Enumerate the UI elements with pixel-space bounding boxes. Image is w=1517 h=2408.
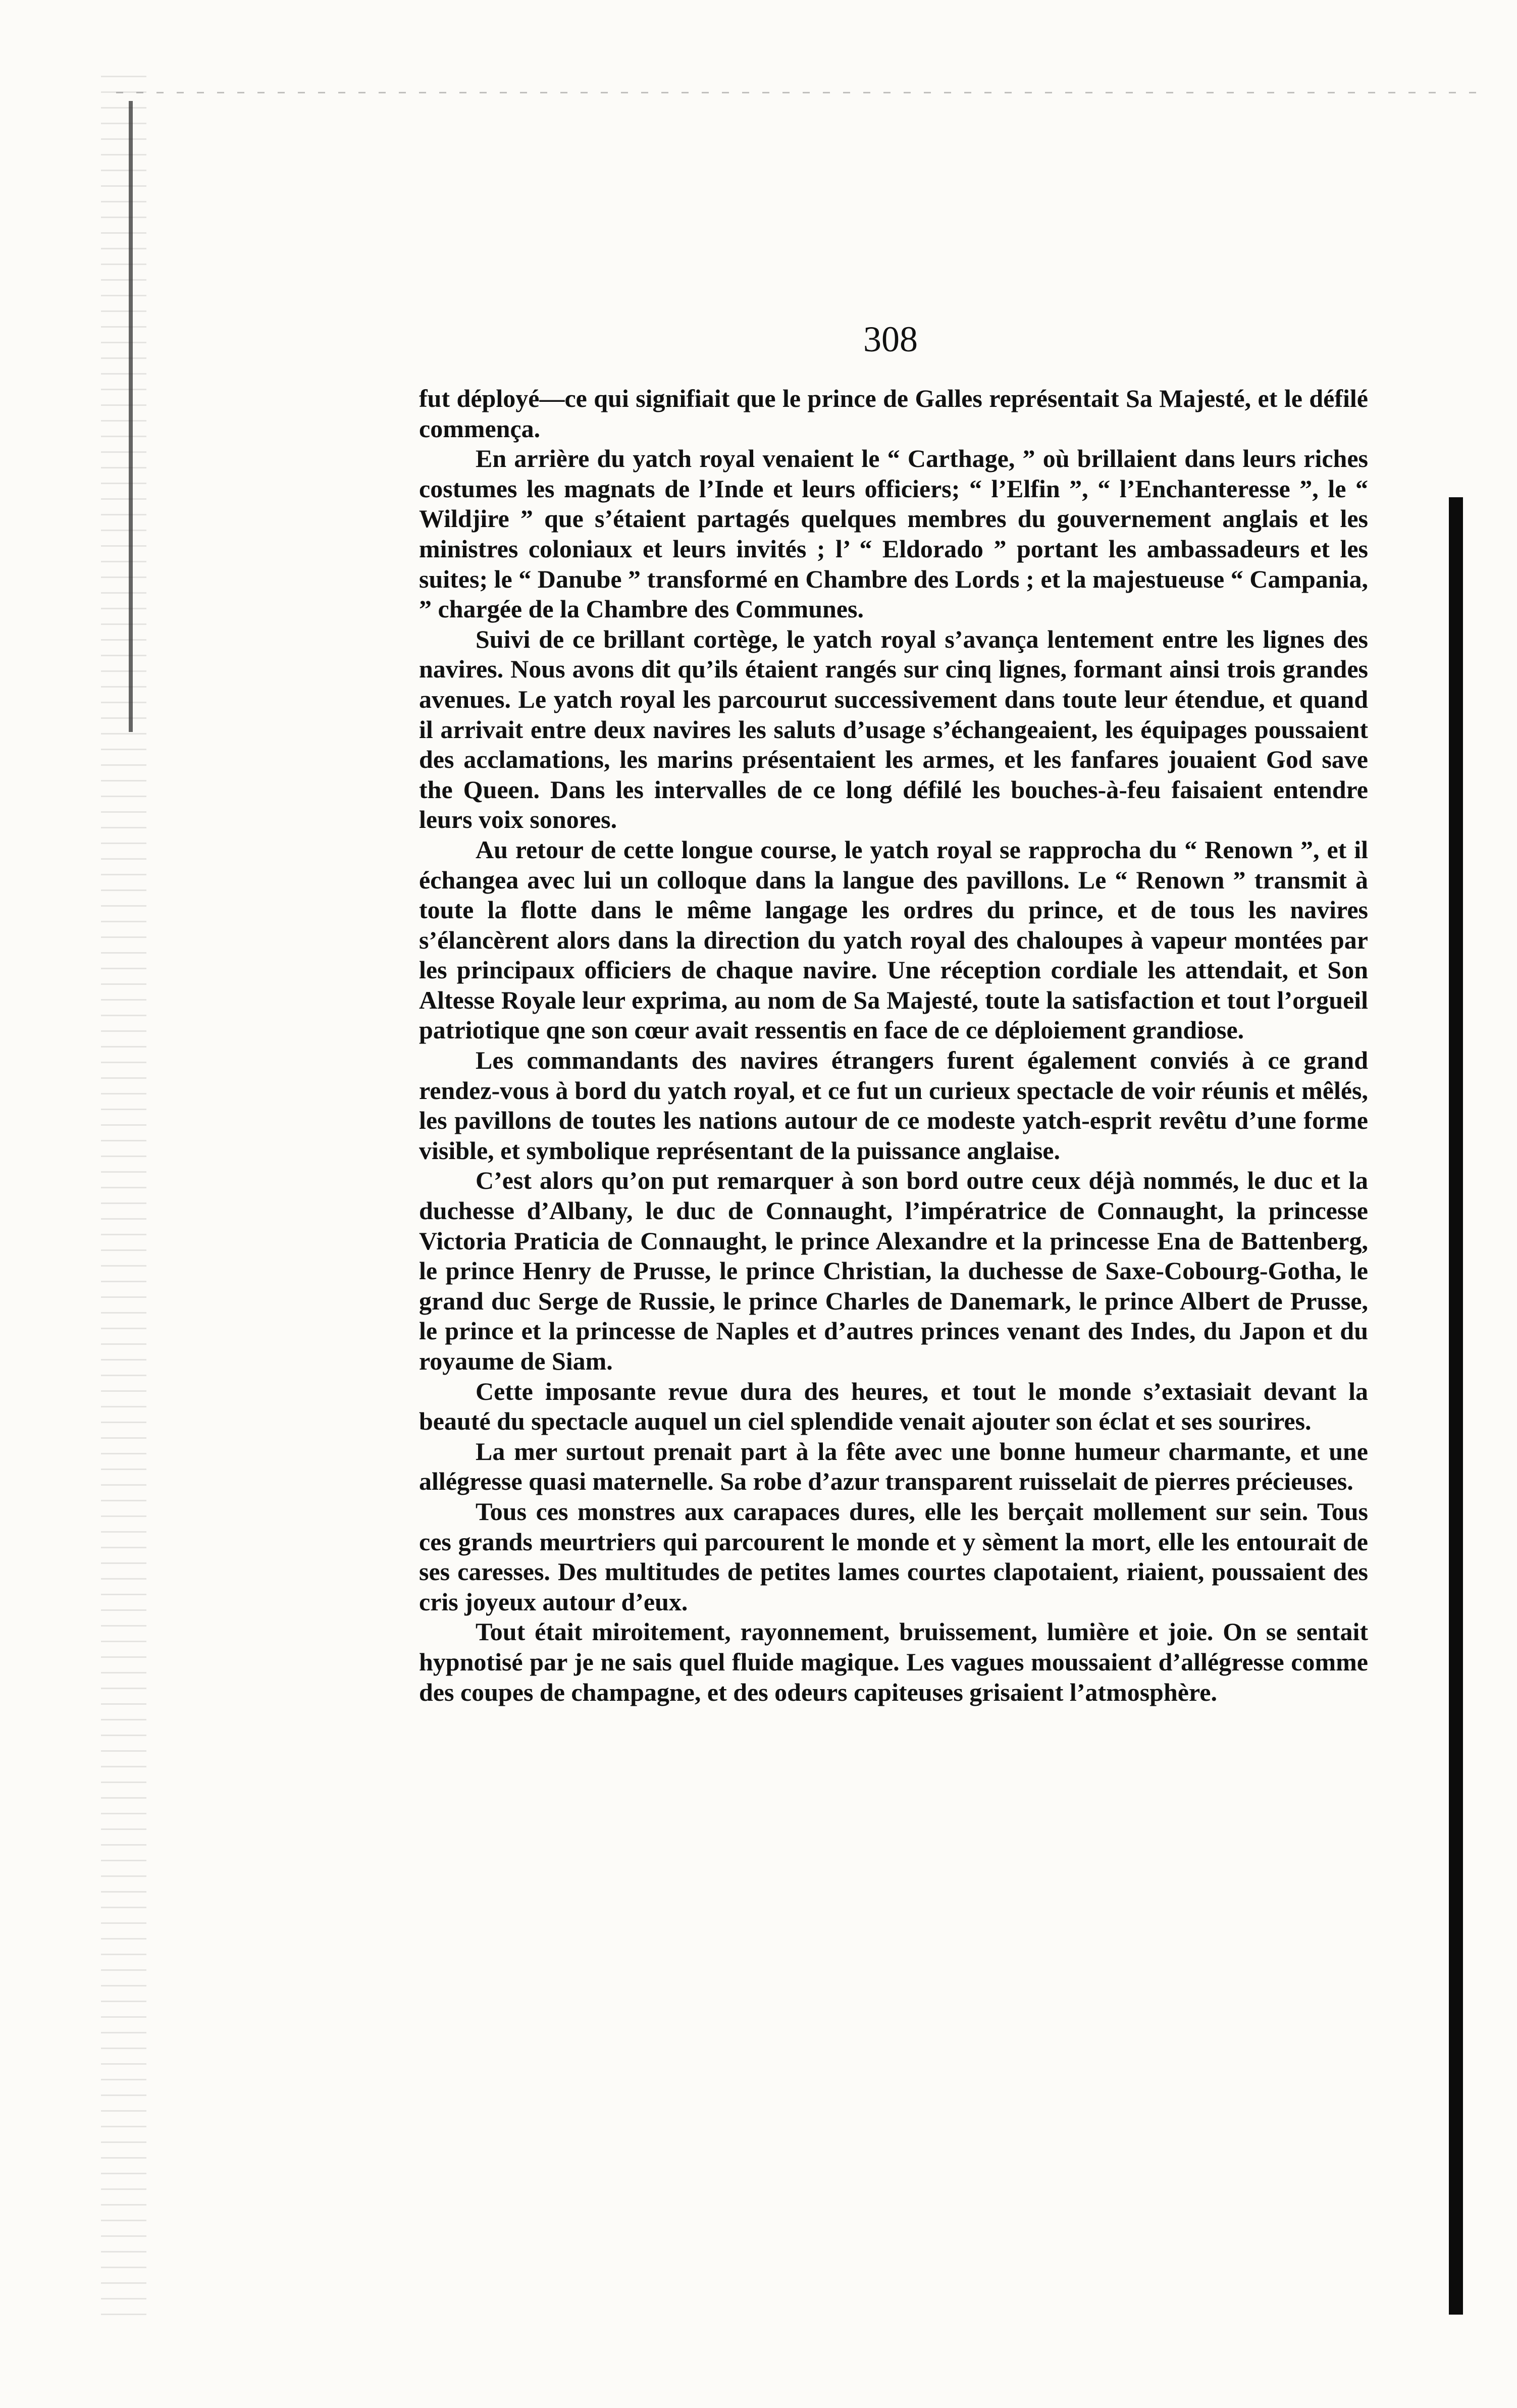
paragraph-9: Tous ces monstres aux carapaces dures, elle les berçait mollement sur sein. Tous ces grands meurtriers qui parcourent le monde et y sèment la mort, elle les entourait de ses caresses. Des multitudes de petites lames courtes clapotaient, riaient, poussaient des cris joyeux autour d’eux. xyxy=(419,1497,1368,1616)
paragraph-4: Au retour de cette longue course, le yatch royal se rapprocha du “ Renown ”, et il échangea avec lui un colloque dans la langue des pavillons. Le “ Renown ” transmit à toute la flotte dans le même langage les ordres du prince, et de tous les navires s’élancèrent alors dans la direction du yatch royal des chaloupes à vapeur montées par les principaux officiers de chaque navire. Une réception cordiale les attendait, et Son Altesse Royale leur exprima, au nom de Sa Majesté, toute la satisfaction et tout l’orgueil patriotique qne son cœur avait ressentis en face de ce déploiement grandiose. xyxy=(419,835,1368,1044)
page-number: 308 xyxy=(863,319,918,359)
paragraph-6: C’est alors qu’on put remarquer à son bord outre ceux déjà nommés, le duc et la duchesse d’Albany, le duc de Connaught, l’impératrice de Connaught, la princesse Victoria Praticia de Connaught, le prince Alexandre et la princesse Ena de Battenberg, le prince Henry de Prusse, le prince Christian, la duchesse de Saxe-Cobourg-Gotha, le grand duc Serge de Russie, le prince Charles de Danemark, le prince Albert de Prusse, le prince et la princesse de Naples et d’autres princes venant des Indes, du Japon et du royaume de Siam. xyxy=(419,1166,1368,1375)
paragraph-3: Suivi de ce brillant cortège, le yatch royal s’avança lentement entre les lignes des navires. Nous avons dit qu’ils étaient rangés sur cinq lignes, formant ainsi trois grandes avenues. Le yatch royal les parcourut successivement dans toute leur étendue, et quand il arrivait entre deux navires les saluts d’usage s’échangeaient, les équipages poussaient des acclamations, les marins présentaient les armes, et les fanfares jouaient God save the Queen. Dans les intervalles de ce long défilé les bouches-à-feu faisaient entendre leurs voix sonores. xyxy=(419,624,1368,834)
scan-binding-edge xyxy=(101,76,146,2322)
paragraph-10: Tout était miroitement, rayonnement, bruissement, lumière et joie. On se sentait hypnotisé par je ne sais quel fluide magique. Les vagues moussaient d’allégresse comme des coupes de champagne, et des odeurs capiteuses grisaient l’atmosphère. xyxy=(419,1617,1368,1706)
paragraph-1: fut déployé—ce qui signifiait que le prince de Galles représentait Sa Majesté, et le défilé commença. xyxy=(419,384,1368,443)
paragraph-5: Les commandants des navires étrangers furent également conviés à ce grand rendez-vous à bord du yatch royal, et ce fut un curieux spectacle de voir réunis et mêlés, les pavillons de toutes les nations autour de ce modeste yatch-esprit revêtu d’une forme visible, et symbolique représentant de la puissance anglaise. xyxy=(419,1046,1368,1165)
paragraph-7: Cette imposante revue dura des heures, et tout le monde s’extasiait devant la beauté du spectacle auquel un ciel splendide venait ajouter son éclat et ses sourires. xyxy=(419,1377,1368,1436)
scan-right-margin-bar xyxy=(1449,497,1463,2315)
page-text-body xyxy=(419,384,1368,1707)
paragraph-8: La mer surtout prenait part à la fête avec une bonne humeur charmante, et une allégresse quasi maternelle. Sa robe d’azur transparent ruisselait de pierres précieuses. xyxy=(419,1437,1368,1496)
paragraph-2: En arrière du yatch royal venaient le “ Carthage, ” où brillaient dans leurs riches costumes les magnats de l’Inde et leurs officiers; “ l’Elfin ”, “ l’Enchanteresse ”, le “ Wildjire ” que s’étaient partagés quelques membres du gouvernement anglais et les ministres coloniaux et leurs invités ; l’ “ Eldorado ” portant les ambassadeurs et les suites; le “ Danube ” transformé en Chambre des Lords ; et la majestueuse “ Campania, ” chargée de la Chambre des Communes. xyxy=(419,444,1368,623)
scan-top-edge xyxy=(116,92,1479,93)
scan-binding-line xyxy=(129,101,133,732)
